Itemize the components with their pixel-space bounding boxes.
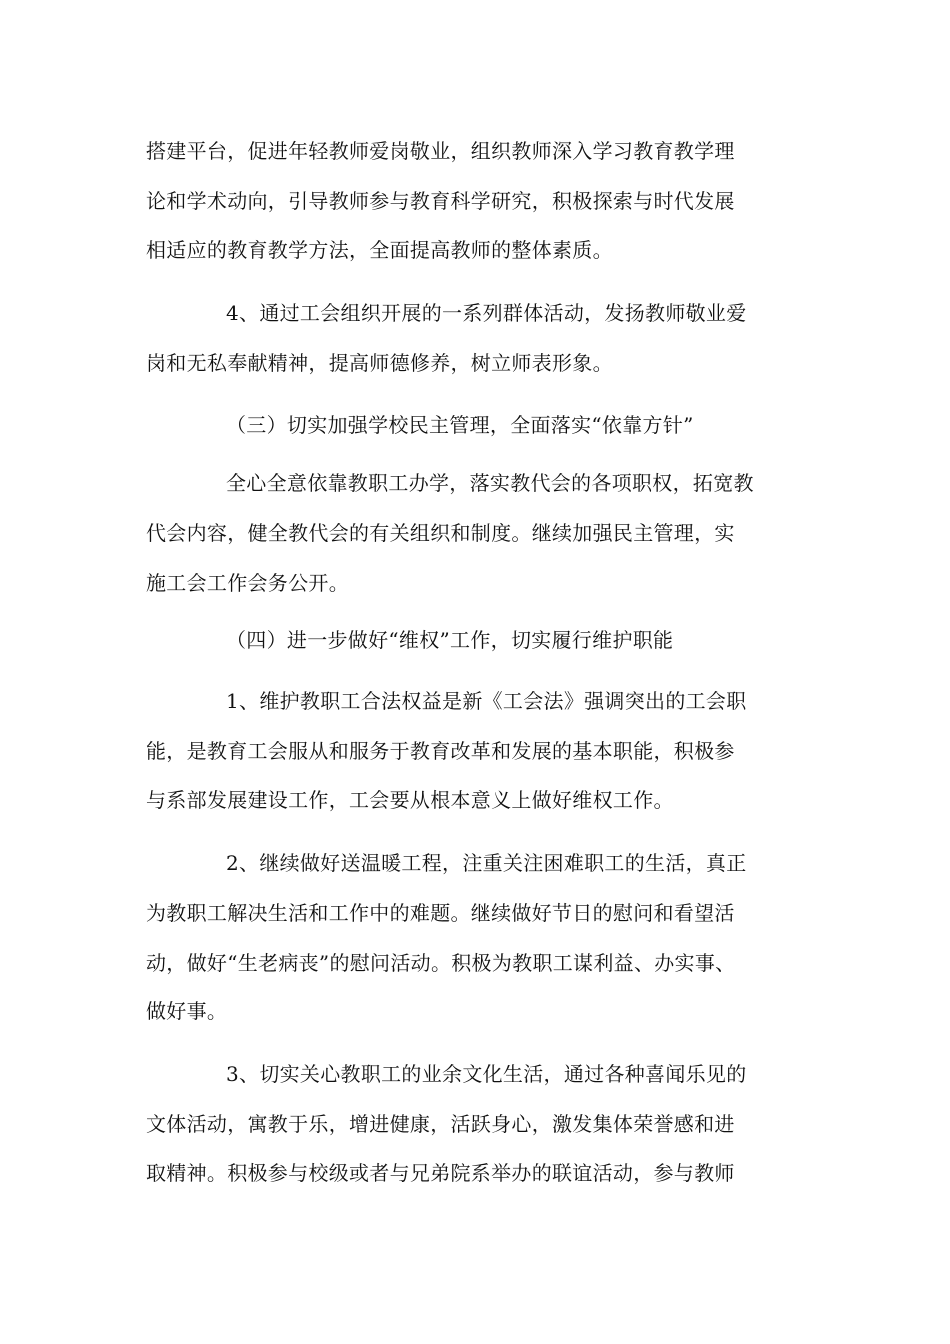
text-line: 为教职工解决生活和工作中的难题。继续做好节日的慰问和看望活 xyxy=(146,901,735,925)
text-line: 与系部发展建设工作，工会要从根本意义上做好维权工作。 xyxy=(146,788,674,812)
text-line: 代会内容，健全教代会的有关组织和制度。继续加强民主管理，实 xyxy=(146,521,735,545)
text-line: 施工会工作会务公开。 xyxy=(146,571,349,595)
text-line: 做好事。 xyxy=(146,999,228,1023)
text-line: 搭建平台，促进年轻教师爱岗敬业，组织教师深入学习教育教学理 xyxy=(146,139,735,163)
section-heading: （三）切实加强学校民主管理，全面落实“依靠方针” xyxy=(226,413,694,437)
text-line: 相适应的教育教学方法，全面提高教师的整体素质。 xyxy=(146,238,613,262)
text-line: 取精神。积极参与校级或者与兄弟院系举办的联谊活动，参与教师 xyxy=(146,1161,735,1185)
text-line: 文体活动，寓教于乐，增进健康，活跃身心，激发集体荣誉感和进 xyxy=(146,1112,735,1136)
text-line: 2、继续做好送温暖工程，注重关注困难职工的生活，真正 xyxy=(226,851,747,875)
text-line: 3、切实关心教职工的业余文化生活，通过各种喜闻乐见的 xyxy=(226,1062,747,1086)
text-line: 动，做好“生老病丧”的慰问活动。积极为教职工谋利益、办实事、 xyxy=(146,951,736,975)
text-line: 1、维护教职工合法权益是新《工会法》强调突出的工会职 xyxy=(226,689,747,713)
text-line: 能，是教育工会服从和服务于教育改革和发展的基本职能，积极参 xyxy=(146,739,735,763)
section-heading: （四）进一步做好“维权”工作，切实履行维护职能 xyxy=(226,628,674,652)
text-line: 岗和无私奉献精神，提高师德修养，树立师表形象。 xyxy=(146,351,613,375)
text-line: 4、通过工会组织开展的一系列群体活动，发扬教师敬业爱 xyxy=(226,301,747,325)
text-line: 论和学术动向，引导教师参与教育科学研究，积极探索与时代发展 xyxy=(146,189,735,213)
text-line: 全心全意依靠教职工办学，落实教代会的各项职权，拓宽教 xyxy=(226,471,754,495)
